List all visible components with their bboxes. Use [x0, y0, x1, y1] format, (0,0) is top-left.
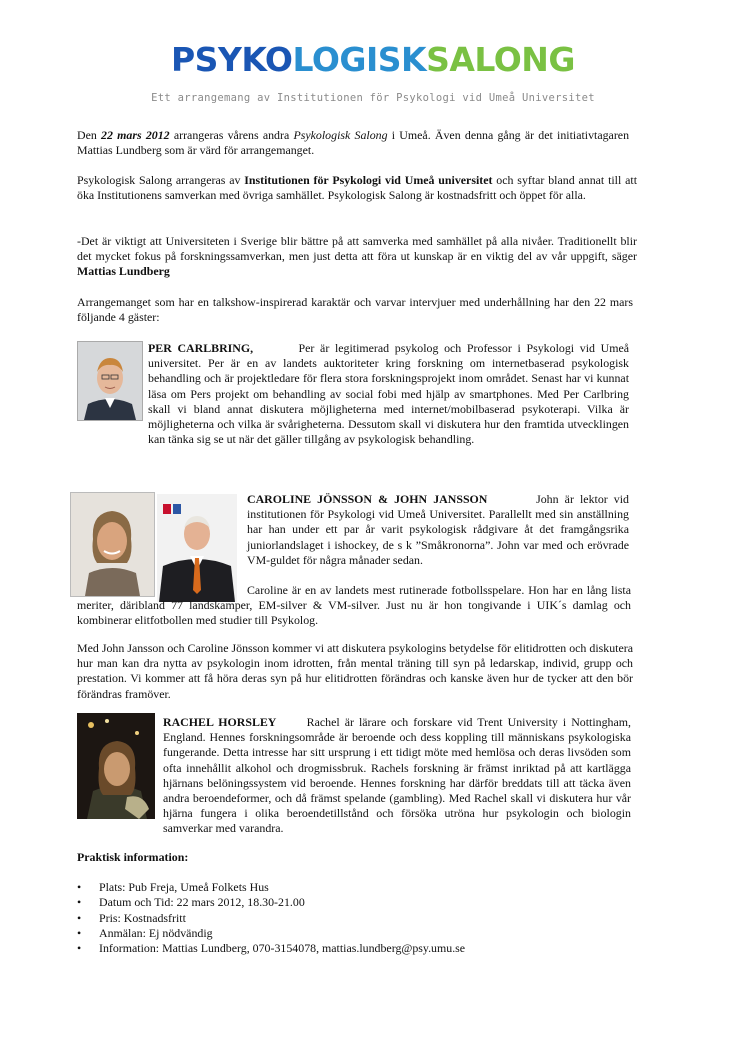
per-carlbring-bio: PER CARLBRING, Per är legitimerad psykolog och Professor i Psykologi vid Umeå universitet. Per är en av landets auktoriteter kring forskning om internetbaserad psykologisk behandling och är projektledare för flera stora forskningsprojekt inom området. Senast har vi kunnat läsa om Pers projekt om behandling av social fobi med hjälp av smartphones. Med Per Carlbring skall vi bland annat diskutera möjligheterna med internet/mobilbaserad psykoterapi. Vilka är möjligheterna och vilka är svårigheterna. Dessutom skall vi diskutera hur den framtida utvecklingen kan tänka sig se ut när det gäller tillgång av psykologisk behandling.	[148, 341, 630, 447]
info-location: • Plats: Pub Freja, Umeå Folkets Hus	[77, 880, 465, 895]
per-carlbring-photo	[77, 341, 143, 421]
per-carlbring-name: PER CARLBRING,	[148, 341, 254, 355]
intro-paragraph-3: -Det är viktigt att Universiteten i Sverige blir bättre på att samverka med samhället på alla nivåer. Traditionellt blir det mycket fokus på forskningssamverkan, men just detta att föra ut kunskap är en viktig del av vår uppgift, säger Mattias Lundberg	[77, 234, 637, 279]
intro-paragraph-1: Den 22 mars 2012 arrangeras vårens andra Psykologisk Salong i Umeå. Även denna gång är det initiativtagaren Mattias Lundberg som är värd för arrangemanget.	[77, 128, 630, 158]
info-price: • Pris: Kostnadsfritt	[77, 911, 465, 926]
rachel-horsley-name: RACHEL HORSLEY	[163, 715, 277, 729]
sport-discussion-paragraph: Med John Jansson och Caroline Jönsson kommer vi att diskutera psykologins betydelse för elitidrotten och diskutera hur man kan dra nytta av psykologin inom idrotten, från mental träning till syn på ledarskap, individ, grupp och prestation. Vi kommer att få höra deras syn på hur elitidrotten förändras och kanske även hur de tycker att den bör förändras framöver.	[77, 641, 633, 701]
event-logo	[0, 40, 746, 80]
rachel-horsley-bio: RACHEL HORSLEY Rachel är lärare och forskare vid Trent University i Nottingham, England. Hennes forskningsområde är beroende och dess koppling till människans psykologiska fungerande. Detta intresse har sitt ursprung i ett tidigt möte med hemlösa och deras livsöden som ofta innehållit alkohol och drogmissbruk. Rachels forskning är främst inriktad på att kartlägga hjärnans belöningssystem vid beroende. Hennes forskning har därför breddats till att täcka även andra beroendeformer, och då främst spelande (gambling). Med Rachel skall vi diskutera hur vår hjärna fungera i olika beroendetillstånd och försöka utröna hur psykologin och biologin samverkar med varandra.	[163, 715, 631, 836]
rachel-horsley-photo	[77, 713, 155, 819]
practical-info-heading: Praktisk information:	[77, 850, 189, 864]
caroline-john-name: CAROLINE JÖNSSON & JOHN JANSSON	[247, 492, 488, 506]
practical-info-list	[77, 880, 465, 956]
info-date-time: • Datum och Tid: 22 mars 2012, 18.30-21.00	[77, 895, 465, 910]
intro-paragraph-2: Psykologisk Salong arrangeras av Institutionen för Psykologi vid Umeå universitet och syftar bland annat till att öka Institutionens samverkan med övriga samhället. Psykologisk Salong är kostnadsfritt och öppet för alla.	[77, 173, 637, 203]
info-contact: • Information: Mattias Lundberg, 070-3154078, mattias.lundberg@psy.umu.se	[77, 941, 465, 956]
logo-part-3: SALONG	[426, 40, 576, 79]
intro-paragraph-4: Arrangemanget som har en talkshow-inspirerad karaktär och varvar intervjuer med underhållning har den 22 mars följande 4 gäster:	[77, 295, 633, 325]
caroline-john-bio: CAROLINE JÖNSSON & JOHN JANSSON John är lektor vid institutionen för Psykologi vid Umeå Universitet. Parallellt med sin anställning har han under ett par år varit psykologisk rådgivare åt det framgångsrika juniorlandslaget i ishockey, de s k ”Småkronorna”. John var med och erövrade VM-guldet för några månader sedan.	[247, 492, 630, 567]
logo-subtitle: Ett arrangemang av Institutionen för Psykologi vid Umeå Universitet	[151, 92, 595, 104]
logo-part-2: LOGISK	[292, 40, 427, 79]
info-registration: • Anmälan: Ej nödvändig	[77, 926, 465, 941]
caroline-bio: Caroline är en av landets mest rutinerade fotbollsspelare. Hon har en lång lista meriter, däribland 77 landskamper, EM-silver & VM-silver. Just nu är hon tongivande i UIK´s damlag och kombinerar elitfotbollen med studier till Psykolog.	[77, 583, 631, 628]
logo-part-1: PSYKO	[170, 40, 293, 79]
caroline-jonsson-photo	[70, 492, 155, 597]
